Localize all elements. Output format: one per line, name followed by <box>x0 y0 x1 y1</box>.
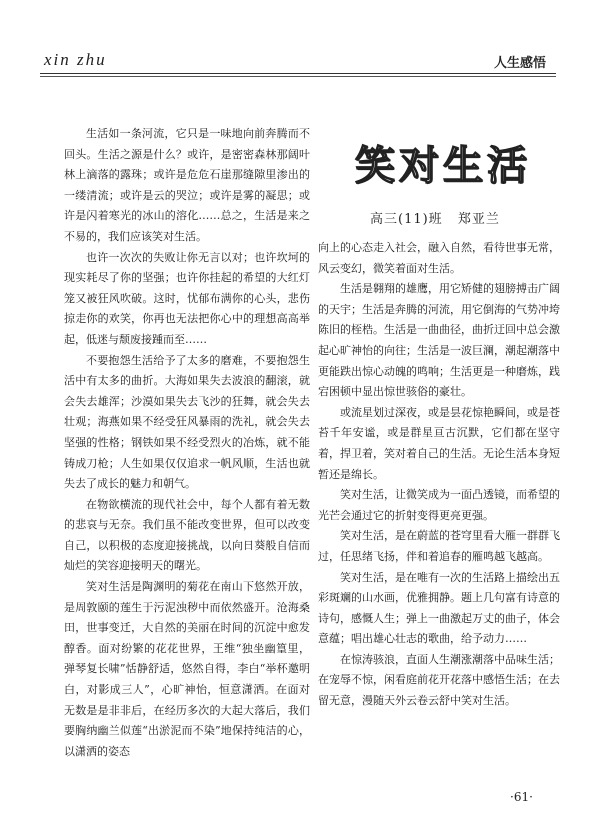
paragraph: 在物欲横流的现代社会中，每个人都有着无数的悲哀与无奈。我们虽不能改变世界，但可以改变自己，以积极的态度迎接挑战，以向日葵般自信而灿烂的笑容迎接明天的曙光。 <box>64 497 310 573</box>
paragraph: 向上的心态走入社会，融入自然，看待世事无常，风云变幻，微笑着面对生活。 <box>318 241 560 275</box>
article-byline <box>370 208 510 227</box>
right-column <box>318 238 560 712</box>
paragraph: 或流星划过深夜，或是昙花惊艳瞬间，或是苍苔千年安谧，或是群星亘古沉默，它们都在坚守着，捍卫着，笑对着自己的生活。无论生活本身短暂还是绵长。 <box>318 405 560 481</box>
paragraph: 笑对生活，是在蔚蓝的苍穹里看大雁一群群飞过，任思绪飞扬，伴和着追春的雁鸣越飞越高。 <box>318 529 560 563</box>
byline-author: 郑亚兰 <box>457 212 500 227</box>
page-number: ·61· <box>510 790 533 804</box>
paragraph: 笑对生活，让微笑成为一面凸透镜，而希望的光芒会通过它的折射变得更亮更强。 <box>318 488 560 522</box>
paragraph: 生活是翱翔的雄鹰，用它矫健的翅膀搏击广阔的天宇；生活是奔腾的河流，用它倒海的气势冲垮陈旧的桎梏。生活是一曲曲径，曲折迂回中总会激起心旷神怡的向往；生活是一波巨澜，潮起潮落中更能跌出惊心动魄的鸣响；生活更是一种磨炼，践宕困顿中显出惊世骇俗的豪壮。 <box>318 282 560 399</box>
header-column-title: 人生感悟 <box>493 56 546 71</box>
paragraph: 生活如一条河流，它只是一味地向前奔腾而不回头。生活之源是什么？或许，是密密森林那阔叶林上滴落的露珠；或许是危危石崖那缝隙里渗出的一缕清流；或许是云的哭泣；或许是雾的凝思；或许是闪着寒光的冰山的溶化……总之，生活是来之不易的，我们应该笑对生活。 <box>64 127 310 243</box>
paragraph: 在惊涛骇浪，直面人生潮涨潮落中品味生活；在宠辱不惊，闲看庭前花开花落中感悟生活；在去留无意，漫随天外云卷云舒中笑对生活。 <box>318 652 560 708</box>
header-rule <box>40 73 556 74</box>
paragraph: 不要抱怨生活给予了太多的磨难，不要抱怨生活中有太多的曲折。大海如果失去波浪的翻滚，就会失去雄浑；沙漠如果失去飞沙的狂舞，就会失去壮观；海燕如果不经受狂风暴雨的洗礼，就会失去坚强的性格；钢铁如果不经受烈火的冶炼，就不能铸成刀枪；人生如果仅仅追求一帆风顺，生活也就失去了成长的魅力和朝气。 <box>64 353 310 491</box>
article-title: 笑对生活 <box>355 142 531 189</box>
paragraph: 也许一次次的失败让你无言以对；也许坎坷的现实耗尽了你的坚强；也许你挂起的希望的大红灯笼又被狂风吹破。这时，忧郁布满你的心头，悲伤掠走你的欢笑，你再也无法把你心中的理想高高举起，低迷与颓废接踵而至…… <box>64 250 310 346</box>
header-rule-thin <box>40 76 556 77</box>
left-column <box>64 124 310 762</box>
byline-class: 高三(11)班 <box>370 212 443 227</box>
paragraph: 笑对生活，是在唯有一次的生活路上描绘出五彩斑斓的山水画，优雅拥静。题上几句富有诗意的诗句，感慨人生；弹上一曲激起万丈的曲子，体会意蕴；唱出雄心壮志的歌曲，给予动力…… <box>318 570 560 646</box>
paragraph: 笑对生活是陶渊明的菊花在南山下悠然开放，是周敦颐的莲生于污泥浊秽中而依然盛开。沧海桑田，世事变迁，大自然的美丽在时间的沉淀中愈发醇香。面对纷繁的花花世界，王维“独坐幽篁里，弹琴复长啸”恬静舒适，悠然自得，李白“举杯邀明白，对影成三人”，心旷神怡，恒意潇洒。在面对无数是是非非后，在经历多次的大起大落后，我们要胸纳幽兰似莲“出淤泥而不染”地保持纯洁的心，以潇洒的姿态 <box>64 580 310 758</box>
header-section-name: xin zhu <box>44 50 107 69</box>
